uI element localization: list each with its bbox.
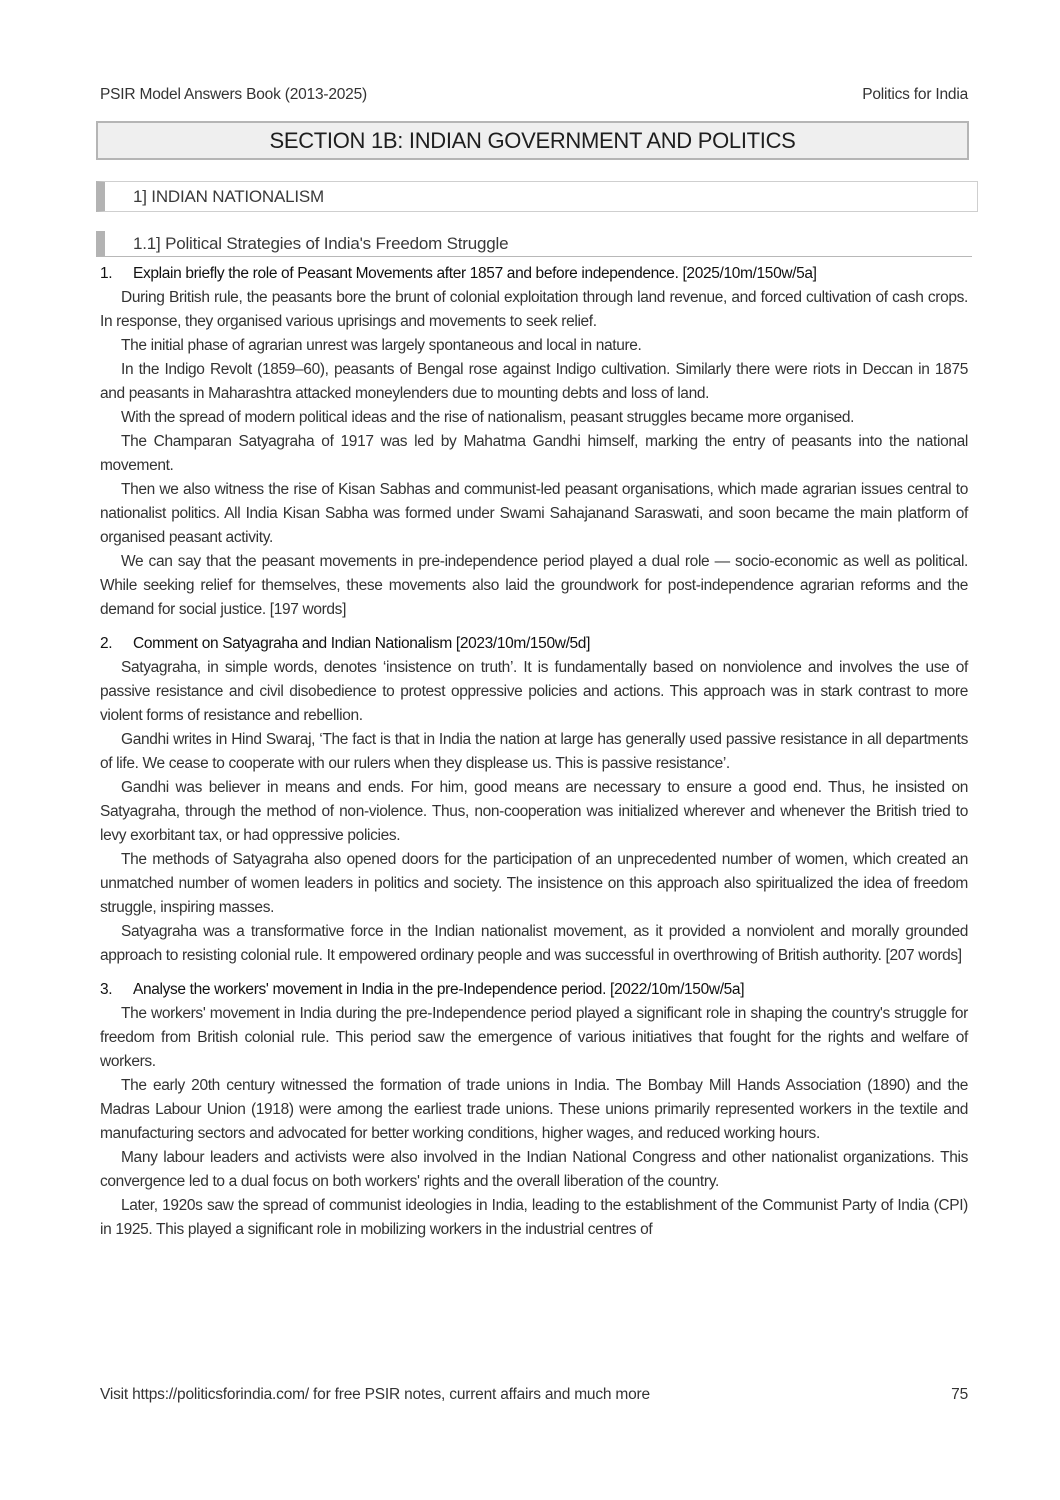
answer-paragraph: Many labour leaders and activists were also involved in the Indian National Congress and other nationalist organizations. This convergence led to a dual focus on both workers' rights and the overall liberation of the country. <box>100 1149 968 1190</box>
answer-paragraph: The Champaran Satyagraha of 1917 was led by Mahatma Gandhi himself, marking the entry of peasants into the national movement. <box>100 433 968 474</box>
answer-paragraph: Satyagraha, in simple words, denotes ‘insistence on truth’. It is fundamentally based on nonviolence and involves the use of passive resistance and civil disobedience to protest oppressive policies and actions. This approach was in stark contrast to more violent forms of resistance and rebellion. <box>100 659 968 724</box>
answer-paragraph: The early 20th century witnessed the formation of trade unions in India. The Bombay Mill Hands Association (1890) and the Madras Labour Union (1918) were among the earliest trade unions. These unions primarily represented workers in the textile and manufacturing sectors and advocated for better working conditions, higher wages, and reduced working hours. <box>100 1077 968 1142</box>
section-title: SECTION 1B: INDIAN GOVERNMENT AND POLITICS <box>269 127 796 153</box>
book-title: PSIR Model Answers Book (2013-2025) <box>100 86 367 103</box>
answer-paragraph: During British rule, the peasants bore the brunt of colonial exploitation through land revenue, and forced cultivation of cash crops. In response, they organised various uprisings and movements to seek relief. <box>100 289 968 330</box>
question-heading <box>100 632 968 656</box>
answer-paragraph: In the Indigo Revolt (1859–60), peasants of Bengal rose against Indigo cultivation. Similarly there were riots in Deccan in 1875 and peasants in Maharashtra attacked moneylenders due to mounting debts and loss of land. <box>100 361 968 402</box>
chapter-heading <box>96 181 978 212</box>
question-number: 3. <box>100 981 113 998</box>
content-body <box>100 262 968 1252</box>
question-text: Comment on Satyagraha and Indian Nationalism [2023/10m/150w/5d] <box>133 635 591 652</box>
answer-paragraph: We can say that the peasant movements in pre-independence period played a dual role — socio-economic as well as political. While seeking relief for themselves, these movements also laid the groundwork for post-independence agrarian reforms and the demand for social justice. [197 words] <box>100 553 968 618</box>
answer-paragraph: Then we also witness the rise of Kisan Sabhas and communist-led peasant organisations, which made agrarian issues central to nationalist politics. All India Kisan Sabha was formed under Swami Sahajanand Saraswati, and soon became the main platform of organised peasant activity. <box>100 481 968 546</box>
running-header <box>100 86 968 104</box>
question-heading <box>100 262 968 286</box>
question-text: Analyse the workers' movement in India in the pre-Independence period. [2022/10m/150w/5a] <box>133 981 745 998</box>
answer-paragraph: Gandhi writes in Hind Swaraj, ‘The fact is that in India the nation at large has generally used passive resistance in all departments of life. We cease to cooperate with our rulers when they displease us. This is passive resistance’. <box>100 731 968 772</box>
answer-paragraph: Satyagraha was a transformative force in the Indian nationalist movement, as it provided a nonviolent and morally grounded approach to resisting colonial rule. It empowered ordinary people and was successful in overthrowing of British authority. [207 words] <box>100 923 968 964</box>
question-heading <box>100 978 968 1002</box>
answer-paragraph: The methods of Satyagraha also opened doors for the participation of an unprecedented number of women, which created an unmatched number of women leaders in politics and society. The insistence on this approach also spiritualized the idea of freedom struggle, inspiring masses. <box>100 851 968 916</box>
question-number: 2. <box>100 635 113 652</box>
answer-paragraph: The workers' movement in India during the pre-Independence period played a significant role in shaping the country's struggle for freedom from British colonial rule. This period saw the emergence of various initiatives that fought for the rights and welfare of workers. <box>100 1005 968 1070</box>
chapter-title: 1] INDIAN NATIONALISM <box>133 186 325 206</box>
question-block <box>100 262 968 622</box>
page-footer <box>100 1386 968 1404</box>
subchapter-title: 1.1] Political Strategies of India's Freedom Struggle <box>133 233 509 253</box>
page-number: 75 <box>951 1386 968 1403</box>
site-name: Politics for India <box>862 86 968 103</box>
question-number: 1. <box>100 265 113 282</box>
answer-paragraph: With the spread of modern political ideas and the rise of nationalism, peasant struggles became more organised. <box>121 409 855 426</box>
section-heading <box>96 121 969 160</box>
question-text: Explain briefly the role of Peasant Movements after 1857 and before independence. [2025/10m/150w/5a] <box>133 265 817 282</box>
answer-paragraph: Gandhi was believer in means and ends. For him, good means are necessary to ensure a good end. Thus, he insisted on Satyagraha, through the method of non-violence. Thus, non-cooperation was initialized wherever and whenever the British tried to levy exorbitant tax, or had oppressive policies. <box>100 779 968 844</box>
footer-promo-text: Visit https://politicsforindia.com/ for free PSIR notes, current affairs and much more <box>100 1386 650 1403</box>
answer-paragraph: The initial phase of agrarian unrest was largely spontaneous and local in nature. <box>121 337 642 354</box>
answer-paragraph: Later, 1920s saw the spread of communist ideologies in India, leading to the establishment of the Communist Party of India (CPI) in 1925. This played a significant role in mobilizing workers in the industrial centres of <box>100 1197 968 1238</box>
question-block <box>100 978 968 1242</box>
question-block <box>100 632 968 968</box>
subchapter-heading <box>96 231 972 257</box>
